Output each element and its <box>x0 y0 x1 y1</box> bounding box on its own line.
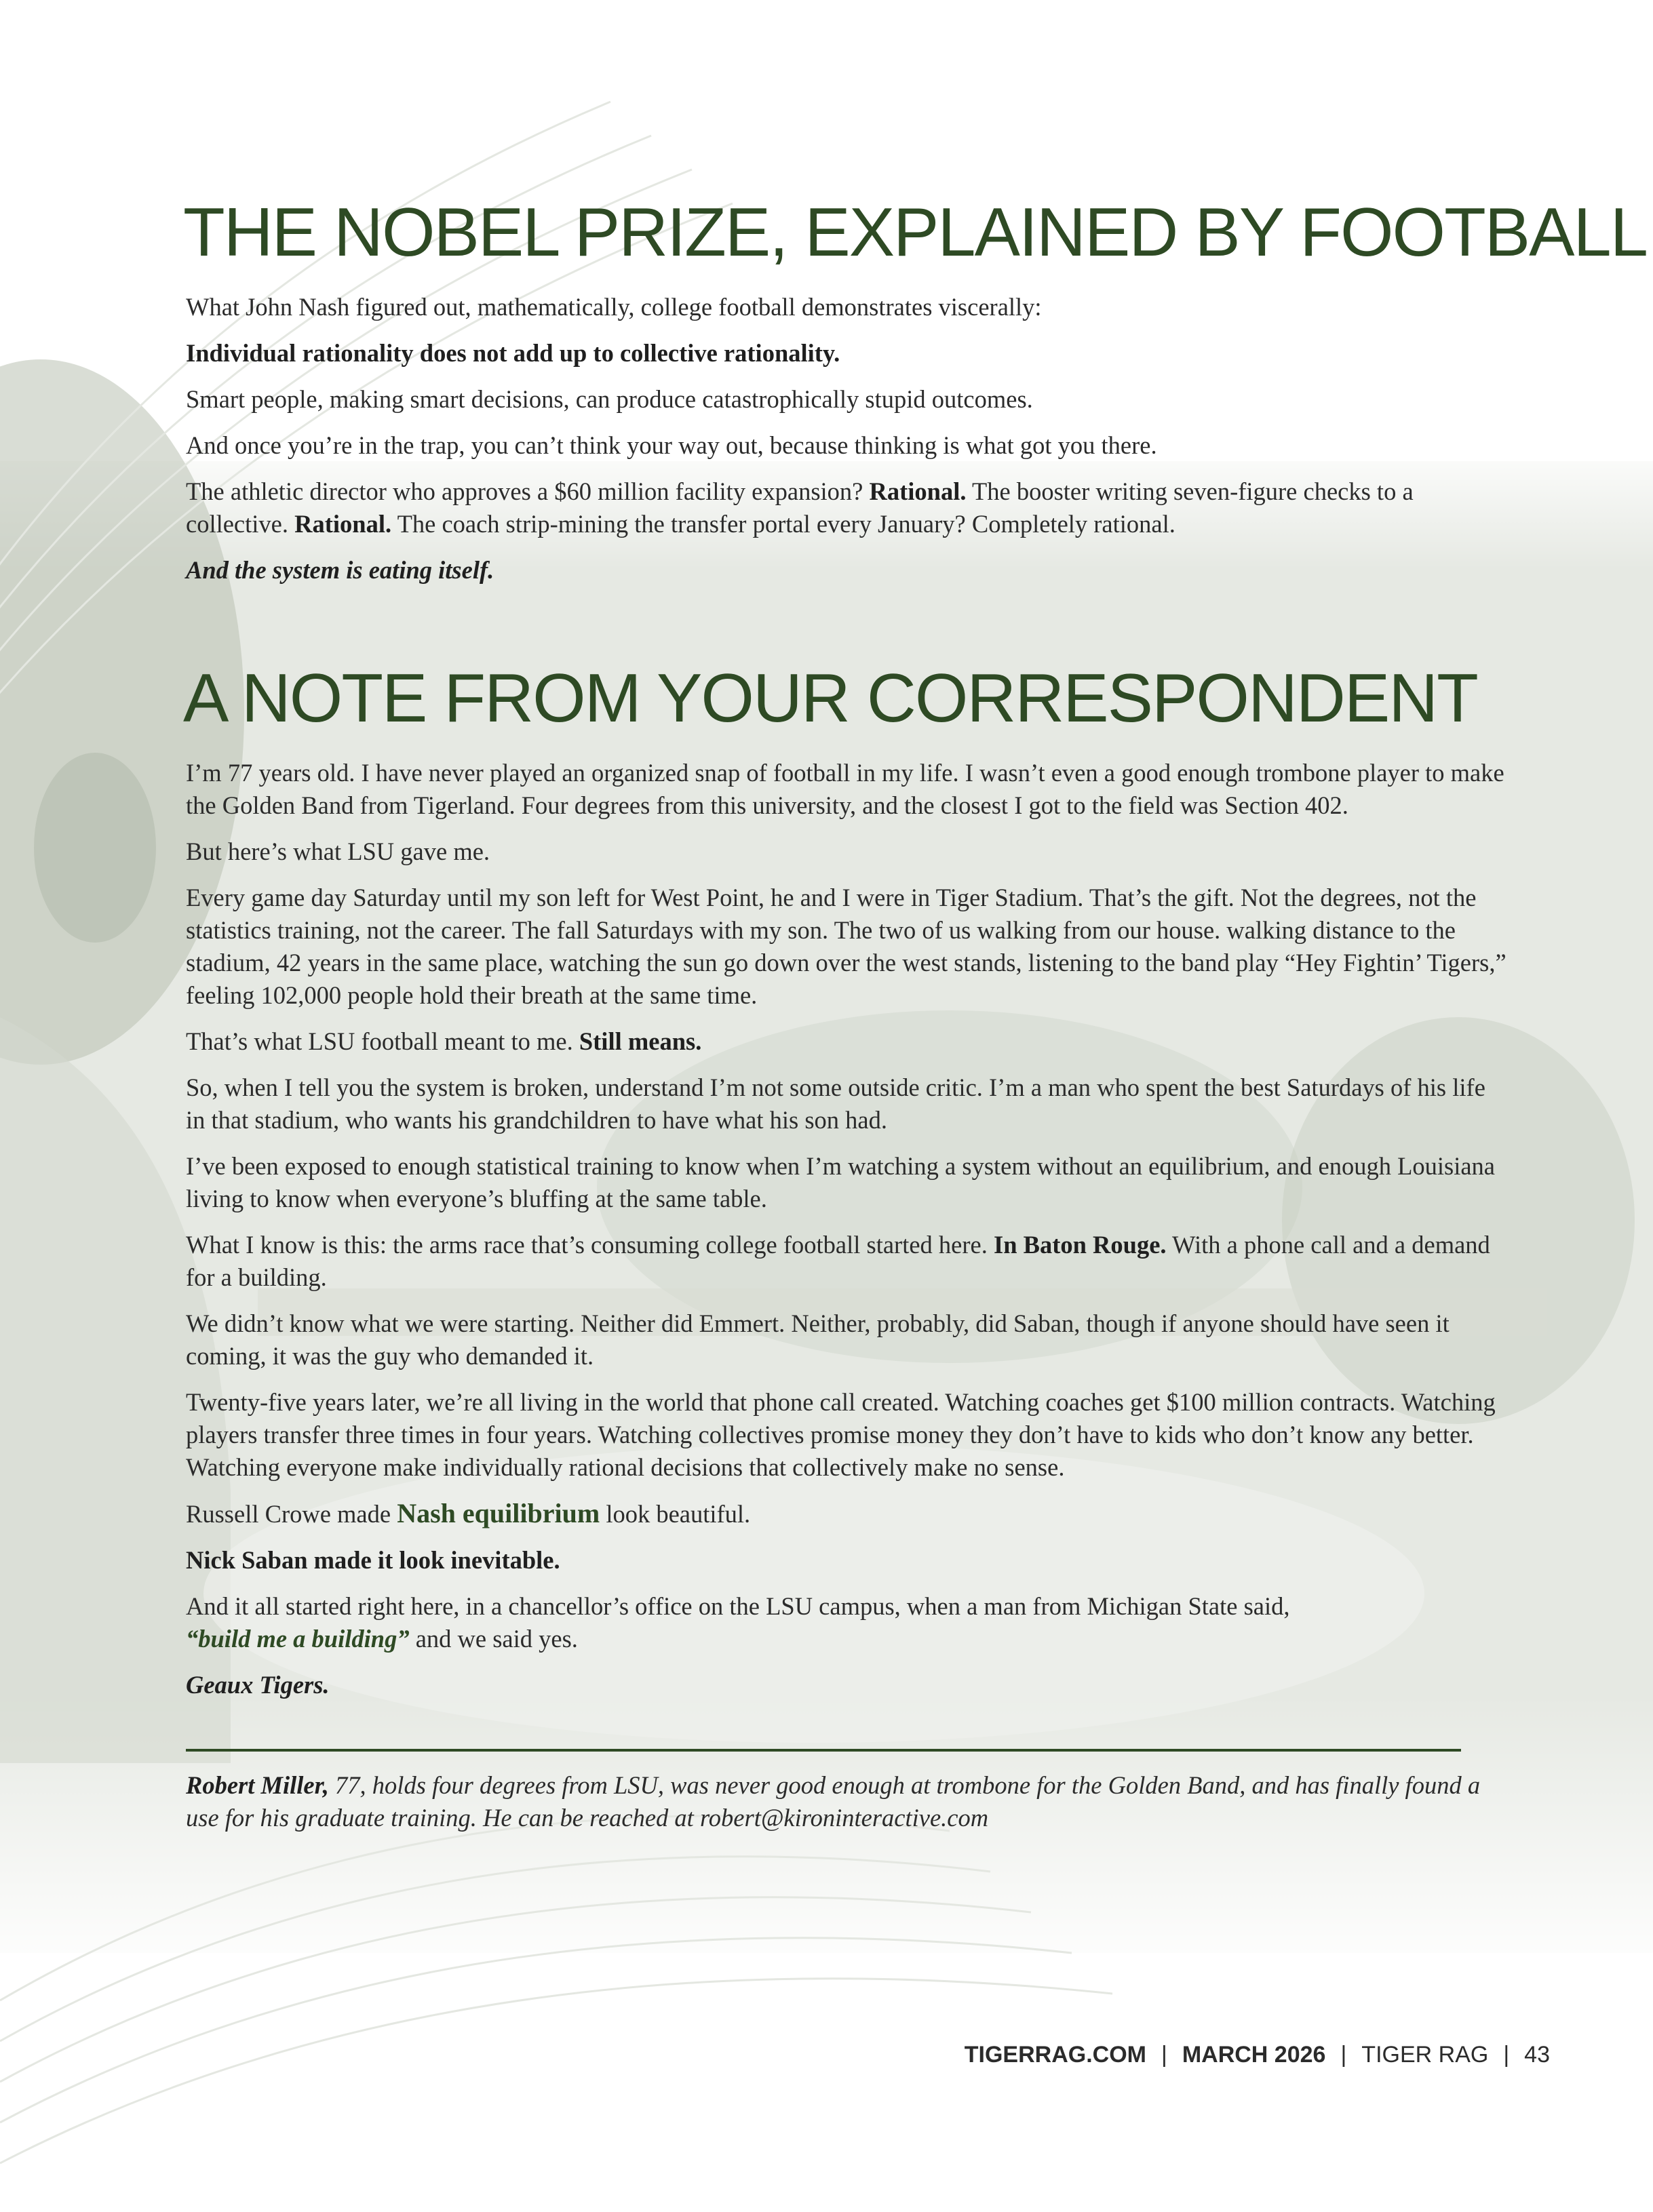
text-run: The coach strip-mining the transfer portal every January? Completely rational. <box>391 510 1175 538</box>
paragraph: I’ve been exposed to enough statistical training to know when I’m watching a system without an equilibrium, and enough Louisiana living to know when everyone’s bluffing at the same table. <box>186 1152 1496 1213</box>
paragraph: I’m 77 years old. I have never played an organized snap of football in my life. I wasn’t even a good enough trombone player to make the Golden Band from Tigerland. Four degrees from this university, and the closest I got to the field was Section 402. <box>186 759 1504 820</box>
footer-separator: | <box>1161 2042 1167 2068</box>
quote-build-me-a-building: “build me a building” <box>186 1625 410 1653</box>
sign-off: Geaux Tigers. <box>186 1671 330 1699</box>
divider-rule <box>186 1749 1461 1752</box>
section-title-nobel-prize: THE NOBEL PRIZE, EXPLAINED BY FOOTBALL <box>183 195 1647 271</box>
text-run: And it all started right here, in a chancellor’s office on the LSU campus, when a man from Michigan State said, <box>186 1592 1290 1621</box>
footer-publication: TIGER RAG <box>1361 2042 1489 2068</box>
bold-text: Rational. <box>294 510 392 538</box>
bold-text: Individual rationality does not add up to collective rationality. <box>186 339 840 368</box>
paragraph <box>186 554 1509 587</box>
bold-text: Still means. <box>579 1027 702 1056</box>
footer-site: TIGERRAG.COM <box>964 2042 1146 2068</box>
paragraph <box>186 1229 1509 1294</box>
paragraph <box>186 337 1509 370</box>
footer-separator: | <box>1340 2042 1347 2068</box>
footer-date: MARCH 2026 <box>1182 2042 1326 2068</box>
paragraph: Smart people, making smart decisions, can produce catastrophically stupid outcomes. <box>186 385 1033 414</box>
paragraph <box>186 475 1509 540</box>
paragraph <box>186 1544 1509 1577</box>
page-footer <box>965 2042 1550 2068</box>
author-bio <box>186 1769 1509 1834</box>
bold-text: Nick Saban made it look inevitable. <box>186 1546 560 1575</box>
footer-separator: | <box>1503 2042 1510 2068</box>
text-run: The athletic director who approves a $60 million facility expansion? <box>186 477 870 506</box>
page-number: 43 <box>1524 2042 1550 2068</box>
bold-italic-text: And the system is eating itself. <box>186 556 494 585</box>
section-title-note: A NOTE FROM YOUR CORRESPONDENT <box>183 660 1477 737</box>
paragraph: Twenty-five years later, we’re all living in the world that phone call created. Watching coaches get $100 million contracts. Watching players transfer three times in four years. Watching collectives promise money they don’t have to kids who don’t know any better. Watching everyone make individually rational decisions that collectively make no sense. <box>186 1388 1496 1482</box>
text-run: and we said yes. <box>409 1625 578 1653</box>
text-run: look beautiful. <box>600 1500 751 1528</box>
paragraph: So, when I tell you the system is broken, understand I’m not some outside critic. I’m a man who spent the best Saturdays of his life in that stadium, who wants his grandchildren to have what his son had. <box>186 1073 1485 1134</box>
text-run: Russell Crowe made <box>186 1500 397 1528</box>
section-note-from-correspondent <box>183 660 1509 1701</box>
bold-text: In Baton Rouge. <box>993 1231 1167 1259</box>
author-name: Robert Miller, <box>186 1771 329 1800</box>
bold-text: Rational. <box>869 477 967 506</box>
highlight-nash-equilibrium: Nash equilibrium <box>397 1498 600 1529</box>
text-run: With a phone call and a demand for a building. <box>186 1231 1490 1292</box>
text-run: The booster writing seven-figure checks to a collective. <box>186 477 1414 538</box>
paragraph <box>186 1025 1509 1058</box>
text-run: What I know is this: the arms race that’s consuming college football started here. <box>186 1231 994 1259</box>
paragraph: But here’s what LSU gave me. <box>186 837 490 866</box>
paragraph: Every game day Saturday until my son left for West Point, he and I were in Tiger Stadium. That’s the gift. Not the degrees, not the statistics training, not the career. The fall Saturdays with my son. The two of us walking from our house. walking distance to the stadium, 42 years in the same place, watching the sun go down over the west stands, listening to the band play “Hey Fightin’ Tigers,” feeling 102,000 people hold their breath at the same time. <box>186 884 1506 1010</box>
paragraph <box>186 1590 1509 1655</box>
paragraph: We didn’t know what we were starting. Neither did Emmert. Neither, probably, did Saban, though if anyone should have seen it coming, it was the guy who demanded it. <box>186 1309 1450 1370</box>
paragraph: And once you’re in the trap, you can’t think your way out, because thinking is what got you there. <box>186 431 1157 460</box>
article <box>183 195 1647 1848</box>
paragraph <box>186 1497 1509 1530</box>
paragraph: What John Nash figured out, mathematically, college football demonstrates viscerally: <box>186 293 1042 321</box>
paragraph <box>186 1669 1509 1701</box>
section-nobel-prize <box>183 195 1647 587</box>
author-bio-text: 77, holds four degrees from LSU, was never good enough at trombone for the Golden Band, and has finally found a use for his graduate training. He can be reached at robert@kironinteractive.com <box>186 1771 1481 1832</box>
text-run: That’s what LSU football meant to me. <box>186 1027 579 1056</box>
